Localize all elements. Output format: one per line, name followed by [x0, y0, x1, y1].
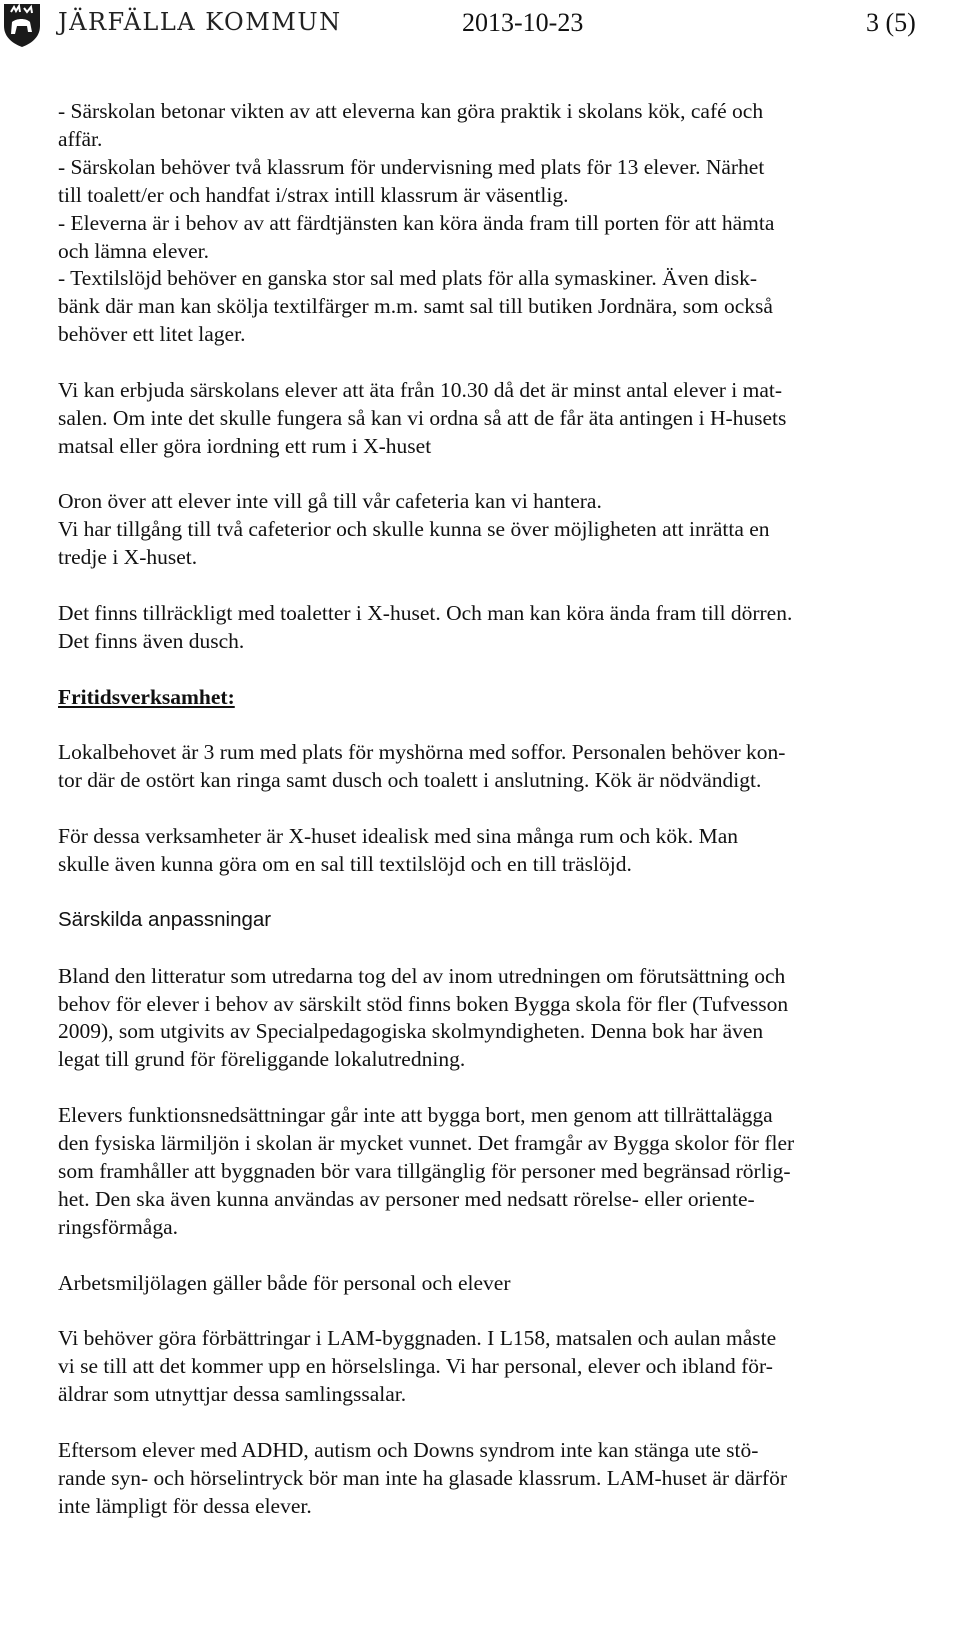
text-line: skulle även kunna göra om en sal till textilslöjd och en till träslöjd. — [58, 852, 632, 876]
text-line: Vi behöver göra förbättringar i LAM-byggnaden. I L158, matsalen och aulan måste — [58, 1326, 777, 1350]
text-line: - Eleverna är i behov av att färdtjänsten kan köra ända fram till porten för att hämta — [58, 211, 775, 235]
text-line: äldrar som utnyttjar dessa samlingssalar. — [58, 1382, 407, 1406]
text-line: Det finns tillräckligt med toaletter i X-huset. Och man kan köra ända fram till dörren. — [58, 601, 793, 625]
text-line: - Textilslöjd behöver en ganska stor sal med plats för alla symaskiner. Även disk- — [58, 266, 758, 290]
text-line: Det finns även dusch. — [58, 629, 245, 653]
text-line: rande syn- och hörselintryck bör man inte ha glasade klassrum. LAM-huset är därför — [58, 1466, 787, 1490]
section-heading: Särskilda anpassningar — [58, 908, 272, 931]
text-line: behöver ett litet lager. — [58, 322, 246, 346]
text-line: het. Den ska även kunna användas av personer med nedsatt rörelse- eller oriente- — [58, 1187, 755, 1211]
document-date: 2013-10-23 — [462, 8, 584, 37]
text-line: tor där de ostört kan ringa samt dusch och toalett i anslutning. Kök är nödvändigt. — [58, 768, 762, 792]
text-line: Eftersom elever med ADHD, autism och Downs syndrom inte kan stänga ute stö- — [58, 1438, 759, 1462]
text-line: behov för elever i behov av särskilt stöd finns boken Bygga skola för fler (Tufvesson — [58, 992, 789, 1016]
text-line: Bland den litteratur som utredarna tog del av inom utredningen om förutsättning och — [58, 964, 786, 988]
text-line: För dessa verksamheter är X-huset idealisk med sina många rum och kök. Man — [58, 824, 739, 848]
text-line: affär. — [58, 127, 103, 151]
text-line: den fysiska lärmiljön i skolan är mycket vunnet. Det framgår av Bygga skolor för fler — [58, 1131, 795, 1155]
text-line: matsal eller göra iordning ett rum i X-huset — [58, 434, 432, 458]
text-line: tredje i X-huset. — [58, 545, 198, 569]
page-number: 3 (5) — [866, 8, 916, 37]
text-line: Vi har tillgång till två cafeterior och skulle kunna se över möjligheten att inrätta en — [58, 517, 770, 541]
text-line: - Särskolan betonar vikten av att eleverna kan göra praktik i skolans kök, café och — [58, 99, 764, 123]
text-line: Lokalbehovet är 3 rum med plats för myshörna med soffor. Personalen behöver kon- — [58, 740, 786, 764]
text-line: och lämna elever. — [58, 239, 210, 263]
text-line: 2009), som utgivits av Specialpedagogiska skolmyndigheten. Denna bok har även — [58, 1019, 764, 1043]
text-line: inte lämpligt för dessa elever. — [58, 1494, 312, 1518]
text-line: Vi kan erbjuda särskolans elever att äta från 10.30 då det är minst antal elever i mat- — [58, 378, 783, 402]
text-line: ringsförmåga. — [58, 1215, 179, 1239]
text-line: som framhåller att byggnaden bör vara tillgänglig för personer med begränsad rörlig- — [58, 1159, 791, 1183]
text-line: - Särskolan behöver två klassrum för undervisning med plats för 13 elever. Närhet — [58, 155, 765, 179]
text-line: Elevers funktionsnedsättningar går inte att bygga bort, men genom att tillrättalägga — [58, 1103, 773, 1127]
section-heading: Fritidsverksamhet: — [58, 685, 235, 709]
organization-name: JÄRFÄLLA KOMMUN — [58, 8, 342, 36]
text-line: bänk där man kan skölja textilfärger m.m. samt sal till butiken Jordnära, som också — [58, 294, 773, 318]
text-line: legat till grund för föreliggande lokalutredning. — [58, 1047, 466, 1071]
text-line: Arbetsmiljölagen gäller både för personal och elever — [58, 1271, 511, 1295]
text-line: till toalett/er och handfat i/strax intill klassrum är väsentlig. — [58, 183, 569, 207]
text-line: salen. Om inte det skulle fungera så kan vi ordna så att de får äta antingen i H-husets — [58, 406, 787, 430]
text-line: Oron över att elever inte vill gå till vår cafeteria kan vi hantera. — [58, 489, 602, 513]
text-line: vi se till att det kommer upp en hörselslinga. Vi har personal, elever och ibland för- — [58, 1354, 773, 1378]
